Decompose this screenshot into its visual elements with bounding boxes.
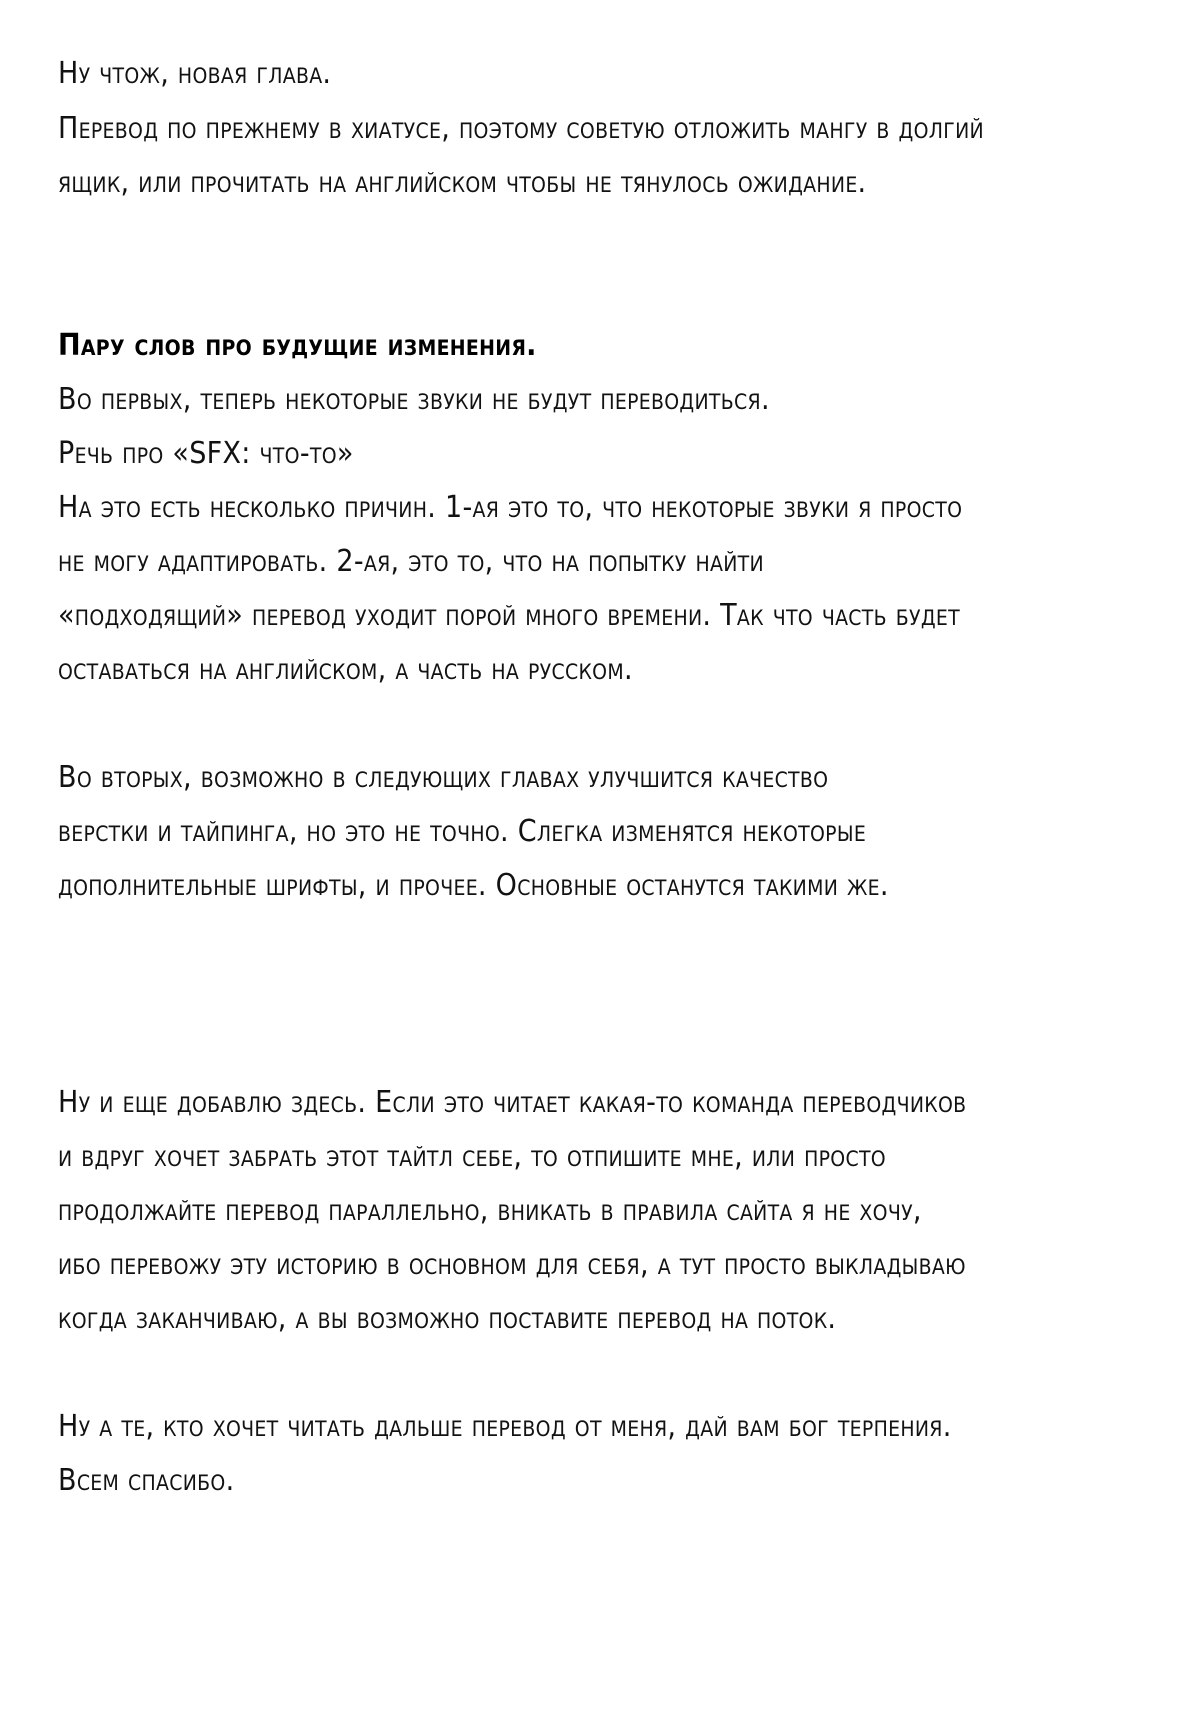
addition-line-1: Ну и еще добавлю здесь. Если это читает какая-то команда переводчиков [58,1085,967,1120]
addition-line-4: ибо перевожу эту историю в основном для себя, а тут просто выкладываю [58,1247,966,1282]
changes-line-3: На это есть несколько причин. 1-ая это то, что некоторые звуки я просто [58,490,963,525]
intro-line-3: ящик, или прочитать на английском чтобы не тянулось ожидание. [58,165,867,200]
changes-line-4: не могу адаптировать. 2-ая, это то, что на попытку найти [58,544,764,579]
changes-line-1: Во первых, теперь некоторые звуки не будут переводиться. [58,382,770,417]
changes-line-6: оставаться на английском, а часть на русском. [58,652,633,687]
intro-line-2: Перевод по прежнему в хиатусе, поэтому советую отложить мангу в долгий [58,111,984,146]
second-line-2: верстки и тайпинга, но это не точно. Слегка изменятся некоторые [58,814,867,849]
intro-line-1: Ну чтож, новая глава. [58,56,332,91]
addition-line-5: когда заканчиваю, а вы возможно поставите перевод на поток. [58,1301,837,1336]
addition-line-3: продолжайте перевод параллельно, вникать в правила сайта я не хочу, [58,1193,922,1228]
changes-line-2: Речь про «SFX: что-то» [58,436,354,471]
closing-line-1: Ну а те, кто хочет читать дальше перевод от меня, дай вам бог терпения. [58,1409,952,1444]
second-line-3: дополнительные шрифты, и прочее. Основные останутся такими же. [58,868,889,903]
second-line-1: Во вторых, возможно в следующих главах улучшится качество [58,760,829,795]
changes-line-5: «подходящий» перевод уходит порой много времени. Так что часть будет [58,598,960,633]
changes-heading: Пару слов про будущие изменения. [58,328,537,363]
addition-line-2: и вдруг хочет забрать этот тайтл себе, то отпишите мне, или просто [58,1139,886,1174]
closing-line-2: Всем спасибо. [58,1463,235,1498]
